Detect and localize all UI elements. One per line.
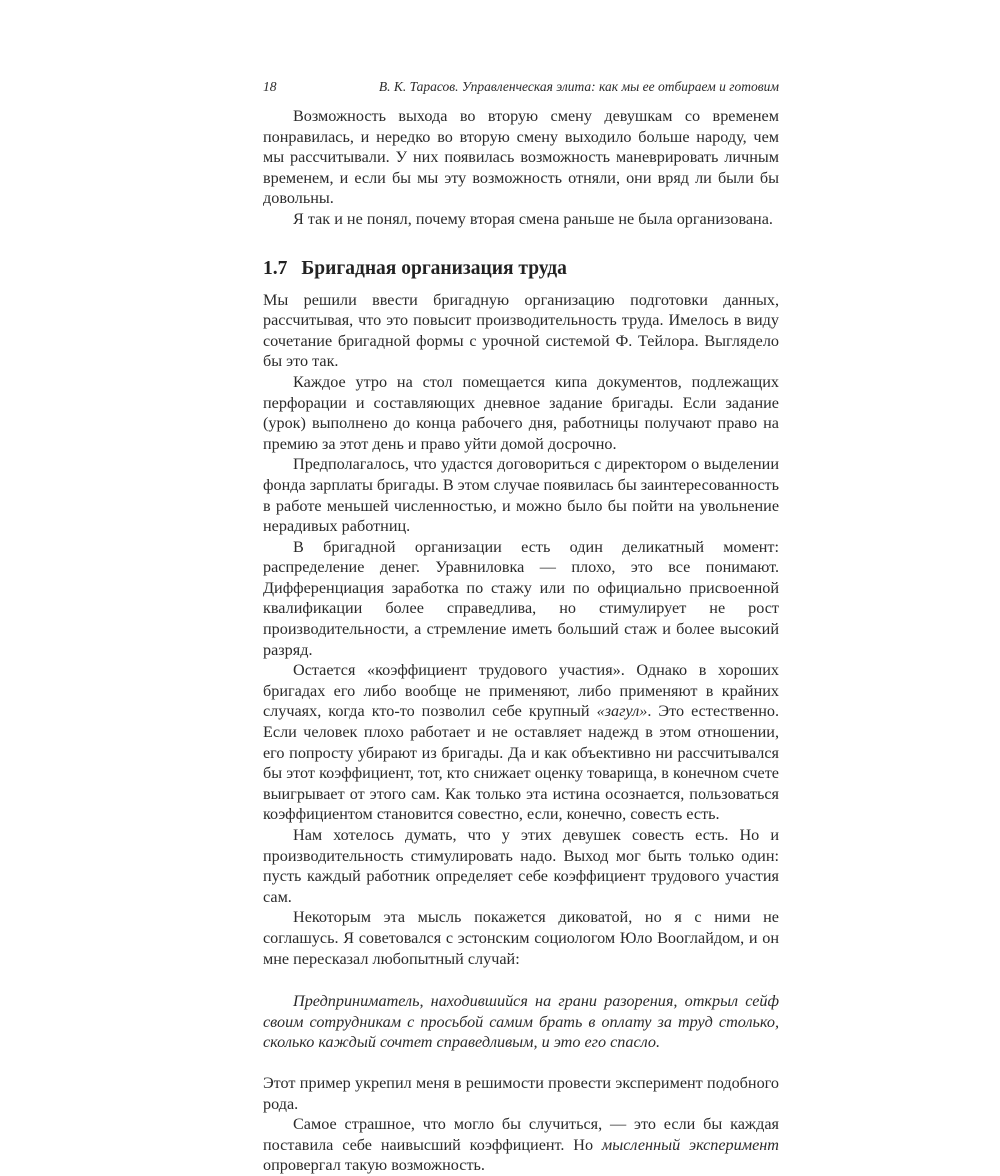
text-run: Остается «коэффициент трудового участия». Однако в хороших бригадах его либо вообще не применяют, либо применяют в крайних случаях, когда кто-то позволил себе крупный — [263, 661, 779, 721]
section-heading — [263, 256, 779, 282]
paragraph: Мы решили ввести бригадную организацию подготовки данных, рассчитывая, что это повысит производительность труда. Имелось в виду сочетание бригадной формы с урочной системой Ф. Тейлора. Выглядело бы это так. — [263, 290, 779, 371]
emphasis: «загул» — [596, 702, 648, 721]
page-number: 18 — [263, 79, 277, 94]
paragraph: В бригадной организации есть один деликатный момент: распределение денег. Уравниловка — плохо, это все понимают. Дифференциация заработка по стажу или по официально присвоенной квалификации более справедлива, но стимулирует не рост производительности, а стремление иметь больший стаж и более высокий разряд. — [263, 537, 779, 659]
paragraph — [263, 660, 779, 825]
running-head — [263, 76, 779, 98]
text-run: опровергал такую возможность. — [263, 1156, 485, 1175]
paragraph: Предполагалось, что удастся договориться с директором о выделении фонда зарплаты бригады. В этом случае появилась бы заинтересованность в работе меньшей численностью, и можно было бы пойти на увольнение нерадивых работниц. — [263, 455, 779, 536]
paragraph: Некоторым эта мысль покажется диковатой, но я с ними не соглашусь. Я советовался с эстонским социологом Юло Вооглайдом, и он мне пересказал любопытный случай: — [263, 908, 779, 968]
paragraph: Этот пример укрепил меня в решимости провести эксперимент подобного рода. — [263, 1073, 779, 1113]
book-page — [263, 76, 779, 1176]
quote-text: Предприниматель, находившийся на грани разорения, открыл сейф своим сотрудникам с просьбой самим брать в оплату за труд столько, сколько каждый сочтет справедливым, и это его спасло. — [263, 992, 779, 1052]
section-title: Бригадная организация труда — [301, 257, 567, 279]
paragraph — [263, 1114, 779, 1176]
body-text — [263, 106, 779, 1176]
running-head-title: В. К. Тарасов. Управленческая элита: как мы ее отбираем и готовим — [378, 79, 779, 94]
paragraph: Я так и не понял, почему вторая смена раньше не была организована. — [293, 209, 773, 228]
text-run: . Это естественно. Если человек плохо работает и не оставляет надежд в этом отношении, его попросту убирают из бригады. Да и как объективно ни рассчитывался бы этот коэффициент, тот, кто снижает оценку товарища, в конечном счете выигрывает от этого сам. Как только эта истина осознается, пользоваться коэффициентом становится совестно, если, конечно, совесть есть. — [263, 702, 779, 824]
paragraph: Нам хотелось думать, что у этих девушек совесть есть. Но и производительность стимулировать надо. Выход мог быть только один: пусть каждый работник определяет себе коэффициент трудового участия сам. — [263, 826, 779, 906]
section-number: 1.7 — [263, 257, 288, 279]
paragraph: Возможность выхода во вторую смену девушкам со временем понравилась, и нередко во вторую смену выходило больше народу, чем мы рассчитывали. У них появилась возможность маневрировать личным временем, и если бы мы эту возможность отняли, они вряд ли были бы довольны. — [263, 107, 779, 208]
block-quote — [263, 991, 779, 1053]
emphasis: мысленный эксперимент — [601, 1135, 779, 1154]
text-run: Самое страшное, что могло бы случиться, — это если бы каждая поставила себе наивысший коэффициент. Но — [263, 1115, 779, 1154]
paragraph: Каждое утро на стол помещается кипа документов, подлежащих перфорации и составляющих дневное задание бригады. Если задание (урок) выполнено до конца рабочего дня, работницы получают право на премию за этот день и право уйти домой досрочно. — [263, 372, 779, 453]
